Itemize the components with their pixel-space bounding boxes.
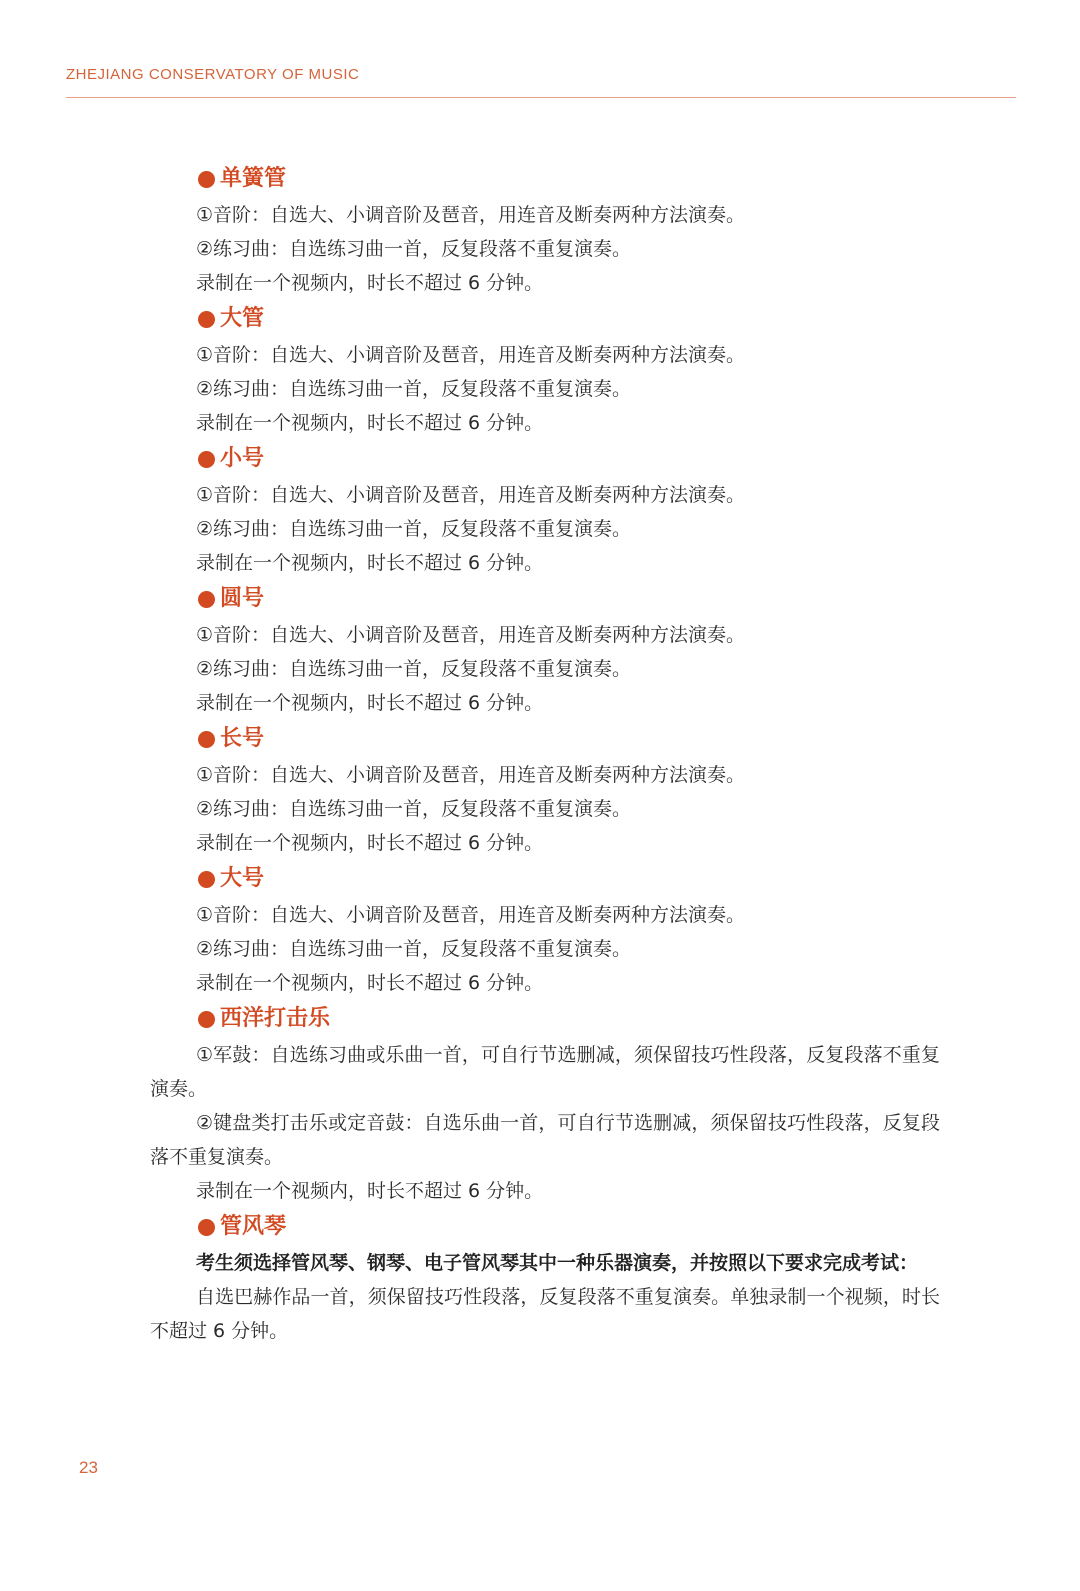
requirement-line: ①音阶：自选大、小调音阶及琶音，用连音及断奏两种方法演奏。 <box>196 344 746 366</box>
bullet-icon <box>198 451 215 468</box>
section-title: 西洋打击乐 <box>150 1000 940 1038</box>
requirement-line: ②练习曲：自选练习曲一首，反复段落不重复演奏。 <box>196 238 632 260</box>
requirement-line: ①音阶：自选大、小调音阶及琶音，用连音及断奏两种方法演奏。 <box>196 204 746 226</box>
requirement-line: 录制在一个视频内，时长不超过 6 分钟。 <box>196 412 544 434</box>
bullet-icon <box>198 871 215 888</box>
section-title: 单簧管 <box>150 160 940 198</box>
bullet-icon <box>198 171 215 188</box>
requirement-paragraph: 自选巴赫作品一首，须保留技巧性段落，反复段落不重复演奏。单独录制一个视频，时长不超过 6 分钟。 <box>150 1286 940 1342</box>
main-content <box>150 160 940 1348</box>
section-title: 大号 <box>150 860 940 898</box>
section-clarinet <box>150 160 940 300</box>
section-title: 圆号 <box>150 580 940 618</box>
bullet-icon <box>198 1219 215 1236</box>
requirement-line: 录制在一个视频内，时长不超过 6 分钟。 <box>196 1180 544 1202</box>
bullet-icon <box>198 731 215 748</box>
requirement-line: ①音阶：自选大、小调音阶及琶音，用连音及断奏两种方法演奏。 <box>196 484 746 506</box>
requirement-paragraph: ①军鼓：自选练习曲或乐曲一首，可自行节选删减，须保留技巧性段落，反复段落不重复演奏。 <box>150 1044 940 1100</box>
requirement-line: ①音阶：自选大、小调音阶及琶音，用连音及断奏两种方法演奏。 <box>196 904 746 926</box>
requirement-line: 录制在一个视频内，时长不超过 6 分钟。 <box>196 972 544 994</box>
header-divider <box>66 97 1016 98</box>
requirement-line: 录制在一个视频内，时长不超过 6 分钟。 <box>196 832 544 854</box>
requirement-line: 录制在一个视频内，时长不超过 6 分钟。 <box>196 272 544 294</box>
requirement-line: ①音阶：自选大、小调音阶及琶音，用连音及断奏两种方法演奏。 <box>196 624 746 646</box>
section-title: 长号 <box>150 720 940 758</box>
page-header: ZHEJIANG CONSERVATORY OF MUSIC <box>66 66 360 83</box>
section-french-horn <box>150 580 940 720</box>
requirement-line: ②练习曲：自选练习曲一首，反复段落不重复演奏。 <box>196 378 632 400</box>
section-western-percussion <box>150 1000 940 1208</box>
section-trumpet <box>150 440 940 580</box>
section-bassoon <box>150 300 940 440</box>
requirement-line: ②练习曲：自选练习曲一首，反复段落不重复演奏。 <box>196 658 632 680</box>
section-title: 大管 <box>150 300 940 338</box>
requirement-paragraph: ②键盘类打击乐或定音鼓：自选乐曲一首，可自行节选删减，须保留技巧性段落，反复段落不重复演奏。 <box>150 1112 940 1168</box>
page-number: 23 <box>79 1458 98 1477</box>
requirement-line: ②练习曲：自选练习曲一首，反复段落不重复演奏。 <box>196 938 632 960</box>
section-trombone <box>150 720 940 860</box>
organ-intro-paragraph: 考生须选择管风琴、钢琴、电子管风琴其中一种乐器演奏，并按照以下要求完成考试： <box>196 1252 919 1274</box>
requirement-line: 录制在一个视频内，时长不超过 6 分钟。 <box>196 692 544 714</box>
bullet-icon <box>198 1011 215 1028</box>
section-title: 小号 <box>150 440 940 478</box>
section-title: 管风琴 <box>150 1208 940 1246</box>
requirement-line: ②练习曲：自选练习曲一首，反复段落不重复演奏。 <box>196 518 632 540</box>
section-tuba <box>150 860 940 1000</box>
requirement-line: 录制在一个视频内，时长不超过 6 分钟。 <box>196 552 544 574</box>
bullet-icon <box>198 591 215 608</box>
section-pipe-organ <box>150 1208 940 1348</box>
requirement-line: ②练习曲：自选练习曲一首，反复段落不重复演奏。 <box>196 798 632 820</box>
bullet-icon <box>198 311 215 328</box>
requirement-line: ①音阶：自选大、小调音阶及琶音，用连音及断奏两种方法演奏。 <box>196 764 746 786</box>
